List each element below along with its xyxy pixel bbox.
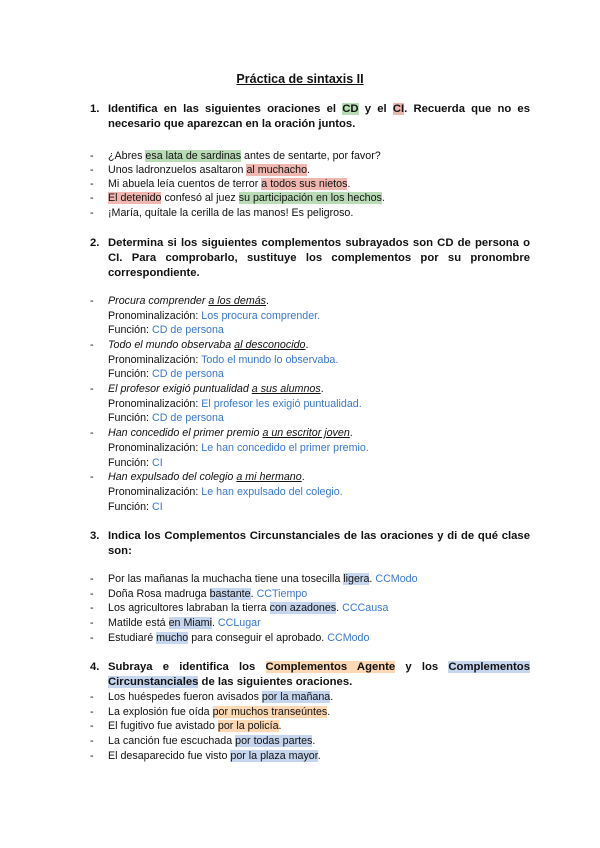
ci-label: CI [392, 103, 405, 115]
cc-highlight: en Miami [168, 617, 212, 629]
agent-highlight: por muchos transeúntes [212, 706, 328, 718]
heading-text: y los [395, 661, 449, 673]
cc-highlight: bastante [209, 588, 251, 600]
cc-highlight: por todas partes [235, 735, 313, 747]
exercise-number: 4. [90, 661, 100, 673]
answer-text: CI [151, 457, 163, 469]
heading-text: Identifica en las siguientes oraciones el [108, 103, 343, 115]
underlined-complement: a un escritor joven [262, 427, 350, 439]
exercise-4-heading [90, 660, 530, 690]
answer-text: CCTiempo [256, 588, 308, 600]
answer-text: CD de persona [151, 368, 224, 380]
pronominalization-line: Pronominalización: Todo el mundo lo observaba. [108, 354, 339, 366]
exercise-number: 1. [90, 103, 100, 115]
exercise-3-heading [90, 529, 530, 559]
exercise-number: 3. [90, 530, 100, 542]
cc-highlight: ligera [343, 573, 370, 585]
answer-text: CD de persona [151, 412, 224, 424]
exercise-number: 2. [90, 237, 100, 249]
pronominalization-line: Pronominalización: El profesor les exigió puntualidad. [108, 398, 362, 410]
exercise-1-heading [90, 102, 530, 132]
answer-text: Le han concedido el primer premio. [201, 442, 369, 454]
heading-text: de las siguientes oraciones. [198, 676, 353, 688]
underlined-complement: a los demás [208, 295, 267, 307]
pronominalization-line: Pronominalización: Le han concedido el primer premio. [108, 442, 369, 454]
function-line: Función: CI [108, 457, 163, 469]
answer-text: CCLugar [217, 617, 261, 629]
ci-highlight: El detenido [108, 192, 162, 204]
function-line: Función: CI [108, 501, 163, 513]
function-line: Función: CD de persona [108, 324, 224, 336]
cd-highlight: su participación en los hechos [238, 192, 382, 204]
answer-text: Los procura comprender. [201, 310, 321, 322]
answer-text: CCModo [375, 573, 418, 585]
answer-text: CCCausa [342, 602, 389, 614]
heading-text: y el [358, 103, 393, 115]
cc-highlight: por la plaza mayor [230, 750, 318, 762]
page-title: Práctica de sintaxis II [236, 72, 364, 86]
underlined-complement: a sus alumnos [251, 383, 321, 395]
ci-highlight: al muchacho [246, 164, 308, 176]
heading-text: Determina si los siguientes complementos subrayados son CD de persona o CI. Para comprobarlo, sustituye los complementos por su pronombre correspondiente. [108, 237, 530, 279]
document-page: Práctica de sintaxis II 1. Identifica en las siguientes oraciones el CD y el CI. Recuerda que no es necesario que aparezcan en la oración juntos. - ¿Abres esa lata de sardinas antes de sentarte, por favor? - Unos ladronzuelos asaltaron al muchacho. - Mi abuela leía cuentos de terror a todos sus nietos. - El detenido confesó al juez su participación en los hechos. - ¡María, quítale la cerilla de las manos! Es peligroso. 2. Determina si los siguientes complementos subrayados son CD de persona o CI. Para comprobarlo, sustituye los complementos por su pronombre correspondiente. - Procura comprender a los demás. Pronominalización: Los procura comprender. Función: CD de persona - Todo el mundo observaba al desconocido. Pronominalización: Todo el mundo lo observaba. Función: CD de persona - El profesor exigió puntualidad a sus alumnos. Pronominalización: El profesor les exigió puntualidad. Función: CD de persona - Han concedido el primer premio a un escritor joven. Pronominalización: Le han concedido el primer premio. Función: CI - Han expulsado del colegio a mi hermano. Pronominalización: Le han expulsado del colegio. Función: CI 3. Indica los Complementos Circunstanciales de las oraciones y di de qué clase son: - Por las mañanas la muchacha tiene una tosecilla ligera. CCModo - Doña Rosa madruga bastante. CCTiempo - Los agricultores labraban la tierra con azadones. CCCausa - Matilde está en Miami. CCLugar - Estudiaré mucho para conseguir el aprobado. CCModo 4. Subraya e identifica los Complementos Agente y los Complementos Circunstanciales de las siguientes oraciones. - Los huéspedes fueron avisados por la mañana. - La explosión fue oída por muchos transeúntes. - El fugitivo fue avistado por la policía. - La canción fue escuchada por todas partes. - El desaparecido fue visto por la plaza mayor. [0, 0, 600, 848]
heading-text: Indica los Complementos Circunstanciales de las oraciones y di de qué clase son: [108, 530, 530, 557]
cc-highlight: mucho [156, 632, 189, 644]
agent-highlight: por la policía [217, 720, 279, 732]
function-line: Función: CD de persona [108, 412, 224, 424]
answer-text: CD de persona [151, 324, 224, 336]
pronominalization-line: Pronominalización: Le han expulsado del colegio. [108, 486, 343, 498]
underlined-complement: al desconocido [234, 339, 306, 351]
answer-text: CI [151, 501, 163, 513]
heading-text: . Recuerda que no es necesario que aparezcan en la oración juntos. [108, 103, 530, 130]
heading-text: Subraya e identifica los [108, 661, 266, 673]
underlined-complement: a mi hermano [236, 471, 302, 483]
exercise-2-heading [90, 236, 530, 281]
answer-text: El profesor les exigió puntualidad. [201, 398, 362, 410]
ci-highlight: a todos sus nietos [261, 178, 348, 190]
function-line: Función: CD de persona [108, 368, 224, 380]
pronominalization-line: Pronominalización: Los procura comprender. [108, 310, 321, 322]
answer-text: Todo el mundo lo observaba. [201, 354, 339, 366]
agent-label: Complementos Agente [265, 661, 396, 673]
circumstantial-label: Complementos Circunstanciales [108, 661, 530, 688]
answer-text: CCModo [327, 632, 370, 644]
answer-text: Le han expulsado del colegio. [201, 486, 343, 498]
cd-label: CD [342, 103, 359, 115]
cc-highlight: con azadones [269, 602, 337, 614]
cc-highlight: por la mañana [261, 691, 331, 703]
cd-highlight: esa lata de sardinas [145, 150, 242, 162]
